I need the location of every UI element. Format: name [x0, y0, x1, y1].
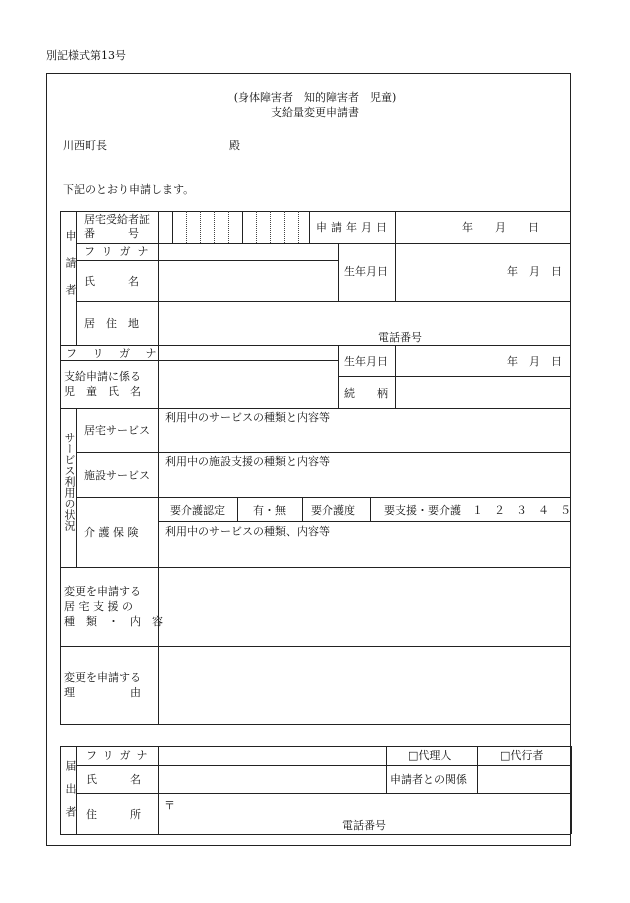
reason-label-1: 変更を申請する	[64, 671, 141, 684]
addressee: 川西町長	[63, 139, 107, 152]
applicant-section-label: 申請者	[64, 230, 77, 311]
applicant-furigana-label: フリガナ	[84, 245, 156, 258]
child-name-label-1: 支給申請に係る	[64, 370, 141, 383]
submitter-address-label: 住 所	[86, 808, 141, 821]
child-birthdate-field[interactable]: 年 月 日	[507, 355, 562, 368]
agent-checkbox[interactable]: □代行者	[500, 749, 544, 762]
submitter-phone-label: 電話番号	[342, 819, 386, 832]
care-service-note: 利用中のサービスの種類、内容等	[165, 525, 330, 538]
applicant-birthdate-label: 生年月日	[344, 265, 388, 278]
child-furigana-label: フ リ ガ ナ	[66, 347, 163, 360]
applicant-name-label: 氏 名	[84, 275, 139, 288]
reason-label-2: 理 由	[64, 686, 141, 699]
change-type-label-1: 変更を申請する	[64, 585, 141, 598]
application-date-field[interactable]: 年 月 日	[462, 221, 539, 234]
postal-mark: 〒	[164, 799, 175, 812]
form-title: 支給量変更申請書	[271, 106, 359, 119]
change-type-label-3: 種 類 ・ 内 容	[64, 615, 163, 628]
child-name-label-2: 児 童 氏 名	[64, 385, 141, 398]
facility-service-label: 施設サービス	[84, 469, 150, 482]
applicant-phone-label: 電話番号	[378, 331, 422, 344]
care-level-label: 要介護度	[311, 504, 355, 517]
proxy-checkbox[interactable]: □代理人	[408, 749, 452, 762]
applicant-address-label: 居 住 地	[84, 317, 139, 330]
honorific: 殿	[229, 139, 240, 152]
facility-service-note: 利用中の施設支援の種類と内容等	[165, 455, 330, 468]
care-cert-label: 要介護認定	[170, 504, 225, 517]
care-insurance-label: 介 護 保 険	[84, 526, 139, 539]
cert-number-label-1: 居宅受給者証	[84, 213, 150, 226]
home-service-note: 利用中のサービスの種類と内容等	[165, 411, 330, 424]
change-type-label-2: 居 宅 支 援 の	[64, 600, 133, 613]
care-level-options[interactable]: 要支援・要介護 １ ２ ３ ４ ５	[384, 504, 571, 517]
applicant-birthdate-field[interactable]: 年 月 日	[507, 265, 562, 278]
intro-text: 下記のとおり申請します。	[63, 183, 195, 196]
care-cert-options[interactable]: 有・無	[253, 504, 286, 517]
submitter-furigana-label: フリガナ	[86, 749, 154, 762]
relation-label: 申請者との関係	[390, 773, 467, 786]
child-birthdate-label: 生年月日	[344, 355, 388, 368]
cert-number-label-2: 番 号	[84, 227, 139, 240]
home-service-label: 居宅サービス	[84, 424, 150, 437]
form-number: 別記様式第13号	[46, 49, 126, 62]
submitter-section-label: 届出者	[64, 760, 77, 829]
relationship-label: 続 柄	[344, 387, 388, 400]
submitter-name-label: 氏 名	[86, 773, 141, 786]
application-date-label: 申請年月日	[316, 221, 391, 234]
service-section-label: サービス利用の状況	[63, 432, 76, 531]
form-title-line1: (身体障害者 知的障害者 児童)	[233, 91, 397, 104]
